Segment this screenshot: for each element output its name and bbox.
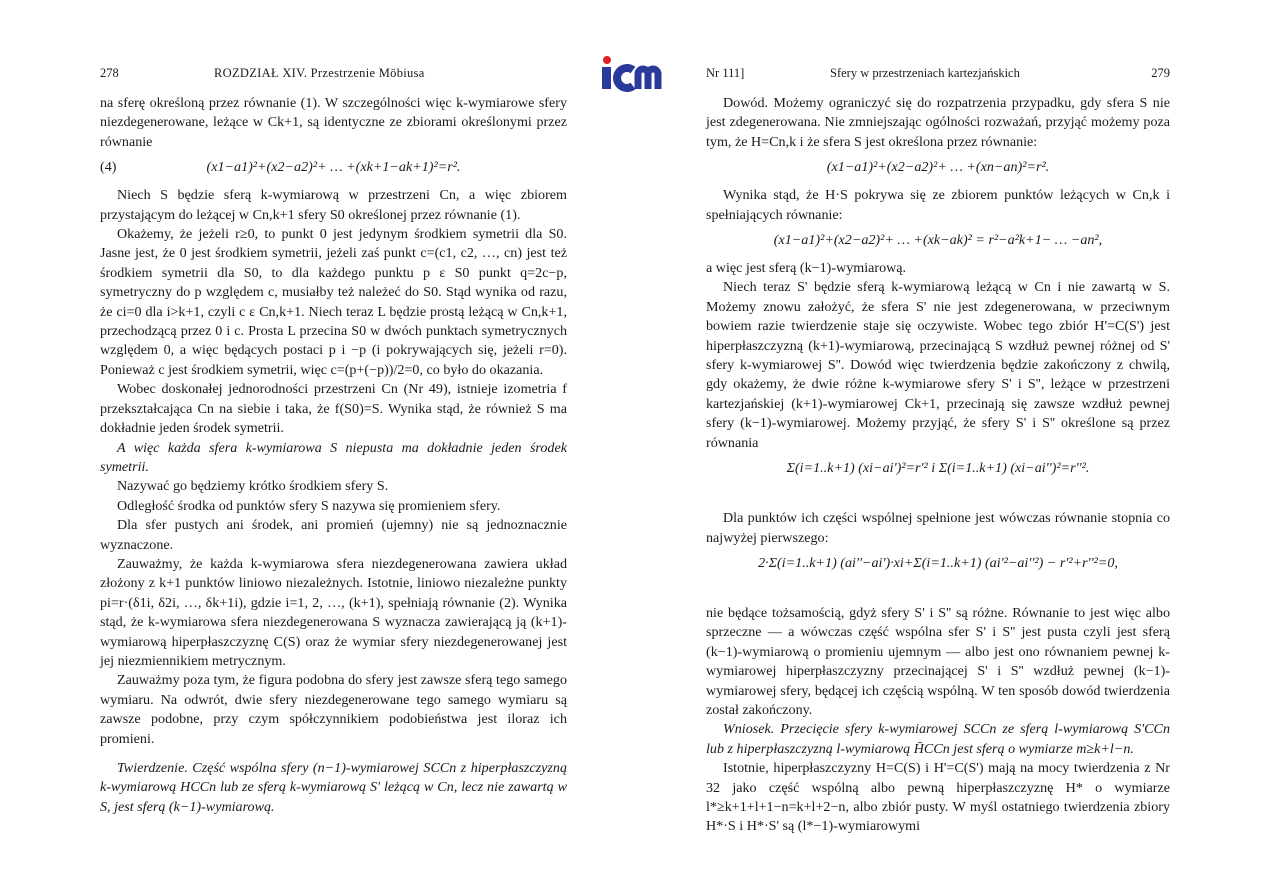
running-title: Sfery w przestrzeniach kartezjańskich: [830, 66, 1020, 80]
paragraph: Niech teraz S' będzie sferą k-wymiarową leżącą w Cn i nie zawartą w S. Możemy znowu założyć, że sfera S' nie jest zdegenerowana, w przeciwnym bowiem razie twierdzenie staje się oczywiste. Wobec tego zbiór H'=C(S') jest hiperpłaszczyzną (k+1)-wymiarową, przecinającą S wzdłuż pewnej różnej od S' sfery k-wymiarowej S''. Dowód więc twierdzenia będzie zakończony z chwilą, gdy okażemy, że dwie różne k-wymiarowe sfery S' i S'', leżące w przestrzeni kartezjańskiej (k+1)-wymiarowej Ck+1, przecinają się zawsze wzdłuż pewnej sfery (k−1)-wymiarowej. Możemy przyjąć, że sfery S' i S'' określone są przez równania: [706, 279, 1170, 451]
paragraph: Wobec doskonałej jednorodności przestrzeni Cn (Nr 49), istnieje izometria f przekształcająca Cn na siebie i taka, że f(S0)=S. Wynika stąd, że również S ma dokładnie jeden środek symetrii.: [100, 381, 567, 437]
equation: [706, 158, 1170, 180]
paragraph: Dla sfer pustych ani środek, ani promień (ujemny) nie są jednoznacznie wyznaczone.: [100, 517, 567, 553]
equation: [706, 554, 1170, 598]
left-page-text: [100, 94, 567, 817]
equation: 2·Σ(i=1..k+1) (ai''−ai')·xi+Σ(i=1..k+1) (ai'²−ai''²) − r'²+r''²=0,: [758, 554, 1118, 571]
theorem: Twierdzenie. Część wspólna sfery (n−1)-wymiarowej SCCn z hiperpłaszczyzną k-wymiarową HCCn lub ze sferą k-wymiarową S' leżącą w Cn, lecz nie zawartą w S, jest sferą (k−1)-wymiarową.: [100, 760, 567, 815]
paragraph: Okażemy, że jeżeli r≥0, to punkt 0 jest jedynym środkiem symetrii dla S0. Jasne jest, że 0 jest środkiem symetrii, jeżeli zaś punkt c=(c1, c2, …, cn) jest też środkiem symetrii dla S0, to dla każdego punktu p ε S0 punkt q=2c−p, symetryczny do p względem c, musiałby też należeć do S0. Stąd wynika od razu, że ci=0 dla i>k+1, czyli c ε Cn,k+1. Niech teraz L będzie prostą leżącą w Cn,k+1, przechodzącą przez 0 i c. Prosta L przecina S0 w dwóch punktach symetrycznych względem 0, a więc będących postaci p i −p (i pokrywających się, jeżeli r=0). Ponieważ c jest środkiem symetrii, więc c=(p+(−p))/2=0, co było do okazania.: [100, 226, 567, 378]
paragraph: Istotnie, hiperpłaszczyzny H=C(S) i H'=C(S') mają na mocy twierdzenia z Nr 32 jako część wspólną albo pewną hiperpłaszczyznę H* o wymiarze l*≥k+1+l+1−n=k+l+2−n, albo zbiór pusty. W myśl ostatniego twierdzenia zbiory H*·S i H*·S' są (l*−1)-wymiarowymi: [706, 760, 1170, 835]
equation: Σ(i=1..k+1) (xi−ai')²=r'² i Σ(i=1..k+1) (xi−ai'')²=r''².: [786, 460, 1090, 477]
paragraph: A więc każda sfera k-wymiarowa S niepusta ma dokładnie jeden środek symetrii.: [100, 439, 567, 475]
paragraph: Dla punktów ich części wspólnej spełnione jest wówczas równanie stopnia co najwyżej pierwszego:: [706, 510, 1170, 546]
equation-tag: (4): [100, 159, 117, 176]
paragraph: Wynika stąd, że H·S pokrywa się ze zbiorem punktów leżących w Cn,k i spełniających równanie:: [706, 187, 1170, 223]
right-page: [706, 0, 1170, 894]
page-number: 279: [1151, 66, 1170, 80]
section-ref: Nr 111]: [706, 66, 745, 80]
paragraph: Nazywać go będziemy krótko środkiem sfery S.: [117, 478, 389, 495]
paragraph: Zauważmy poza tym, że figura podobna do sfery jest zawsze sferą tego samego wymiaru. Na odwrót, dwie sfery niezdegenerowane tego samego wymiaru są zawsze podobne, przy czym spółczynnikiem podobieństwa jest iloraz ich promieni.: [100, 672, 567, 747]
paragraph: a więc jest sferą (k−1)-wymiarową.: [706, 260, 907, 277]
paragraph: nie będące tożsamością, gdyż sfery S' i S'' są różne. Równanie to jest więc albo sprzeczne — a wówczas część wspólna sfer S' i S'' jest pusta czyli jest sferą (k−1)-wymiarową o promieniu ujemnym — albo jest ono równaniem pewnej k-wymiarowej hiperpłaszczyzny przecinającej S' i S'' wzdłuż pewnej (k−1)-wymiarowej sfery, będącej ich częścią wspólną. W ten sposób dowód twierdzenia został zakończony.: [706, 604, 1170, 718]
equation: (x1−a1)²+(x2−a2)²+ … +(xk+1−ak+1)²=r².: [206, 159, 461, 176]
paragraph: Zauważmy, że każda k-wymiarowa sfera niezdegenerowana zawiera układ złożony z k+1 punktów liniowo niezależnych. Istotnie, liniowo niezależne punkty pi=r·(δ1i, δ2i, …, δk+1i), gdzie i=1, 2, …, (k+1), spełniają równanie (2). Wynika stąd, że k-wymiarowa sfera niezdegenerowana S wyznacza zawierającą ją (k+1)-wymiarową hiperpłaszczyznę C(S) oraz że wymiar sfery niezdegenerowanej jest jej niezmiennikiem metrycznym.: [100, 555, 567, 669]
equation-4: [100, 158, 567, 180]
paragraph: Niech S będzie sferą k-wymiarową w przestrzeni Cn, a więc zbiorem przystającym do leżącej w Cn,k+1 sfery S0 określonej przez równanie (1).: [100, 187, 567, 223]
equation: (x1−a1)²+(x2−a2)²+ … +(xn−an)²=r².: [826, 159, 1050, 176]
page-number: 278: [100, 66, 119, 80]
equation: (x1−a1)²+(x2−a2)²+ … +(xk−ak)² = r²−a²k+1− … −an²,: [773, 232, 1103, 249]
corollary: Wniosek. Przecięcie sfery k-wymiarowej SCCn ze sferą l-wymiarową S'CCn lub z hiperpłaszczyzną l-wymiarową H̄CCn jest sferą o wymiarze m≥k+l−n.: [706, 721, 1170, 757]
left-page: [100, 0, 567, 894]
paragraph: Odległość środka od punktów sfery S nazywa się promieniem sfery.: [117, 497, 501, 514]
equation: [706, 459, 1170, 503]
right-page-header: [706, 66, 1170, 84]
paragraph: Dowód. Możemy ograniczyć się do rozpatrzenia przypadku, gdy sfera S nie jest zdegenerowana. Nie zmniejszając ogólności rozważań, przyjąć możemy poza tym, że H=Cn,k i że sfera S jest określona przez równanie:: [706, 95, 1170, 150]
paragraph: na sferę określoną przez równanie (1). W szczególności więc k-wymiarowe sfery niezdegenerowane, leżące w Ck+1, są identyczne ze zbiorami określonymi przez równanie: [100, 95, 567, 150]
icm-logo: [596, 56, 664, 92]
equation: [706, 231, 1170, 253]
logo-dot: [603, 56, 611, 64]
left-page-header: [100, 66, 567, 84]
right-page-text: [706, 94, 1170, 837]
running-title: ROZDZIAŁ XIV. Przestrzenie Möbiusa: [214, 66, 425, 80]
